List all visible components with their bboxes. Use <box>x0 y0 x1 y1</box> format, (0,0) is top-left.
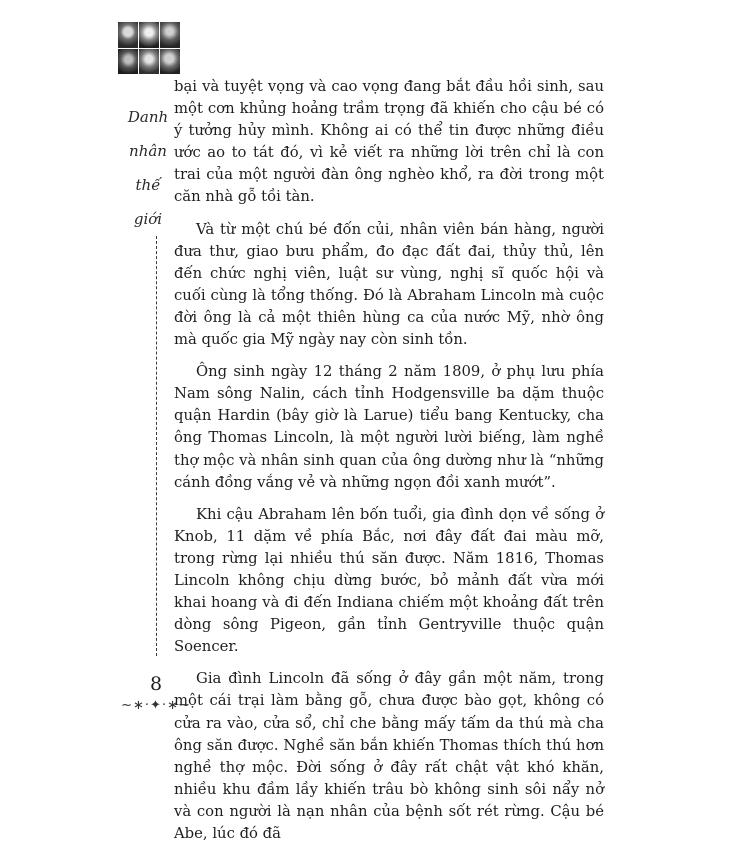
body-text <box>174 76 604 855</box>
portrait-image <box>118 22 138 48</box>
side-title-word: giới <box>133 210 163 228</box>
portraits-thumbnail <box>118 22 180 74</box>
side-title-word: thế <box>135 176 161 194</box>
paragraph: Gia đình Lincoln đã sống ở đây gần một năm, trong một cái trại làm bằng gỗ, chưa được bào gọt, không có cửa ra vào, cửa sổ, chỉ che bằng mấy tấm da thú mà cha ông săn được. Nghề săn bắn khiến Thomas thích thú hơn nghề thợ mộc. Đời sống ở đây rất chật vật khó khăn, nhiều khu đầm lầy khiến trâu bò không sinh sôi nẩy nở và con người là nạn nhân của bệnh sốt rét rừng. Cậu bé Abe, lúc đó đã <box>174 670 604 842</box>
paragraph: Khi cậu Abraham lên bốn tuổi, gia đình dọn về sống ở Knob, 11 dặm về phía Bắc, nơi đây đất đai màu mỡ, trong rừng lại nhiều thú săn được. Năm 1816, Thomas Lincoln không chịu dừng bước, bỏ mảnh đất vừa mới khai hoang và đi đến Indiana chiếm một khoảng đất trên dòng sông Pigeon, gần tỉnh Gentryville thuộc quận Soencer. <box>174 505 604 656</box>
paragraph: Ông sinh ngày 12 tháng 2 năm 1809, ở phụ lưu phía Nam sông Nalin, cách tỉnh Hodgensville ba dặm thuộc quận Hardin (bây giờ là Larue) tiểu bang Kentucky, cha ông Thomas Lincoln, là một người lười biếng, làm nghề thợ mộc và nhân sinh quan của ông dường như là “những cánh đồng vắng vẻ và những ngọn đồi xanh mướt”. <box>174 363 604 491</box>
side-title-word: nhân <box>129 142 167 160</box>
side-title-word: Danh <box>127 108 169 126</box>
portrait-image <box>139 22 159 48</box>
portrait-image <box>160 49 180 75</box>
paragraph: bại và tuyệt vọng và cao vọng đang bắt đầu hồi sinh, sau một cơn khủng hoảng trầm trọng đã khiến cho cậu bé có ý tưởng hủy mình. Không ai có thể tin được những điều ước ao to tát đó, vì kẻ viết ra những lời trên chỉ là con trai của một người đàn ông nghèo khổ, ra đời trong một căn nhà gỗ tồi tàn. <box>174 78 604 206</box>
side-dashed-rule <box>156 236 157 656</box>
portrait-image <box>118 49 138 75</box>
portrait-image <box>139 49 159 75</box>
page-ornament-icon: ~∗·✦·∗~ <box>121 698 191 713</box>
page-number: 8 <box>150 673 163 695</box>
series-side-title <box>118 100 178 236</box>
portrait-image <box>160 22 180 48</box>
paragraph: Và từ một chú bé đốn củi, nhân viên bán hàng, người đưa thư, giao bưu phẩm, đo đạc đất đai, thủy thủ, lên đến chức nghị viên, luật sư vùng, nghị sĩ quốc hội và cuối cùng là tổng thống. Đó là Abraham Lincoln mà cuộc đời ông là cả một thiên hùng ca của nước Mỹ, nhờ ông mà quốc gia Mỹ ngày nay còn sinh tồn. <box>174 220 604 349</box>
